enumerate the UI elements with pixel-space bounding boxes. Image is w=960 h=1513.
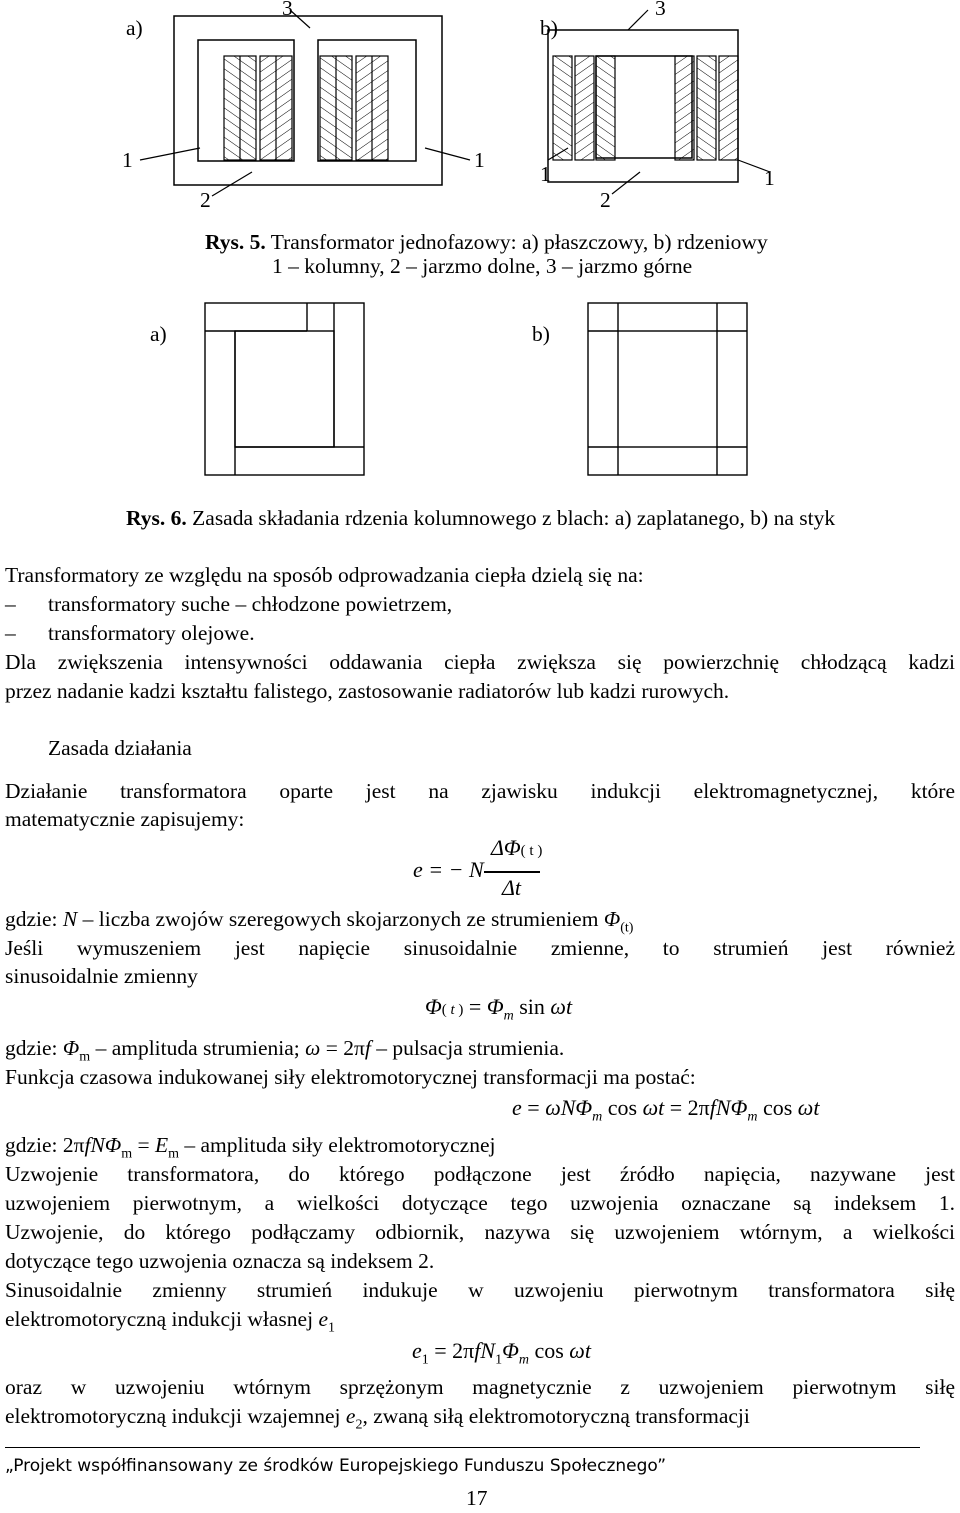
gdzie-N: gdzie: N – liczba zwojów szeregowych skojarzonych ze strumieniem $\Phi_{(t)}$ [5,907,634,936]
fig5-num-2-b: 2 [600,188,611,212]
paragraph-cooling-intro: Transformatory ze względu na sposób odprowadzania ciepła dzielą się na: [5,563,644,587]
paragraph-cooling-line1: Dla zwiększenia intensywności oddawania ciepła zwiększa się powierzchnię chłodzącą kadzi [5,650,955,674]
fig5-num-1-b-left: 1 [540,162,551,186]
equation-4: $e_1 = 2\pi fN_1\Phi_m$ cos ωt [412,1338,591,1368]
paragraph-self-emf-line2: elektromotoryczną indukcji własnej $e_1$ [5,1307,335,1336]
bullet-1-dash: – [5,592,16,616]
fig5-caption-line2: 1 – kolumny, 2 – jarzmo dolne, 3 – jarzmo górne [272,254,693,278]
paragraph-sinusoidal-line1: Jeśli wymuszeniem jest napięcie sinusoidalnie zmienne, to strumień jest również [5,936,955,960]
fig5-num-1-a-left: 1 [122,148,133,172]
interleaved-core-a [205,303,364,475]
paragraph-sinusoidal-line2: sinusoidalnie zmienny [5,964,198,988]
bullet-1: transformatory suche – chłodzone powietrzem, [48,592,453,616]
paragraph-cooling-line2: przez nadanie kadzi kształtu falistego, zastosowanie radiatorów lub kadzi rurowych. [5,679,730,703]
paragraph-mutual-emf-line1: oraz w uzwojeniu wtórnym sprzężonym magnetycznie z uzwojeniem pierwotnym siłę [5,1375,955,1399]
fig5-num-3-a: 3 [282,0,293,20]
paragraph-emf-function: Funkcja czasowa indukowanej siły elektromotorycznej transformacji ma postać: [5,1065,696,1089]
equation-3: e = ωNΦ$_m$ cos ωt = 2πfNΦ$_m$ cos ωt [512,1095,820,1125]
gdzie-phi-m: gdzie: $\Phi_m$ – amplituda strumienia; ω = 2πf – pulsacja strumienia. [5,1036,565,1065]
fig5-caption-line1: Rys. 5. Transformator jednofazowy: a) płaszczowy, b) rdzeniowy [205,230,768,254]
eq1-lhs: e = − N [413,857,484,882]
bullet-2: transformatory olejowe. [48,621,255,645]
section-heading: Zasada działania [48,736,192,760]
fig6-caption: Rys. 6. Zasada składania rdzenia kolumnowego z blach: a) zaplatanego, b) na styk [126,506,836,530]
paragraph-secondary-line2: dotyczące tego uzwojenia oznacza są indeksem 2. [5,1249,435,1273]
fig5-label-a: a) [126,16,143,40]
paragraph-primary-line2: uzwojeniem pierwotnym, a wielkości dotyczące tego uzwojenia oznaczane są indeksem 1. [5,1191,955,1215]
fig6-label-b: b) [532,322,550,346]
eq1-denominator: Δt [502,875,522,900]
eq1-fraction-bar [484,871,540,873]
footer-rule [5,1447,920,1448]
paragraph-self-emf-line1: Sinusoidalnie zmienny strumień indukuje w uzwojeniu pierwotnym transformatora siłę [5,1278,955,1302]
fig5-num-1-a-right: 1 [474,148,485,172]
figure-6-core-assembly [0,0,960,500]
equation-2: Φ( t ) = $\Phi_m$ sin ωt [425,994,573,1024]
footer-project-note: „Projekt współfinansowany ze środków Europejskiego Funduszu Społecznego” [5,1456,667,1476]
paragraph-primary-line1: Uzwojenie transformatora, do którego podłączone jest źródło napięcia, nazywane jest [5,1162,955,1186]
paragraph-principle-line2: matematycznie zapisujemy: [5,807,245,831]
paragraph-mutual-emf-line2: elektromotoryczną indukcji wzajemnej $e_2$, zwaną siłą elektromotoryczną transformacji [5,1404,750,1433]
bullet-2-dash: – [5,621,16,645]
eq1-numerator: ΔΦ( t ) [491,835,543,860]
fig5-num-2-a: 2 [200,188,211,212]
fig5-num-3-b: 3 [655,0,666,20]
fig5-num-1-b-right: 1 [764,166,775,190]
paragraph-principle-line1: Działanie transformatora oparte jest na zjawisku indukcji elektromagnetycznej, które [5,779,955,803]
fig5-label-b: b) [540,16,558,40]
page-number: 17 [466,1486,488,1510]
butt-core-b [588,303,747,475]
fig6-label-a: a) [150,322,167,346]
paragraph-secondary-line1: Uzwojenie, do którego podłączamy odbiornik, nazywa się uzwojeniem wtórnym, a wielkości [5,1220,955,1244]
gdzie-Em: gdzie: $2\pi fN\Phi_m = E_m$ – amplituda siły elektromotorycznej [5,1133,496,1162]
